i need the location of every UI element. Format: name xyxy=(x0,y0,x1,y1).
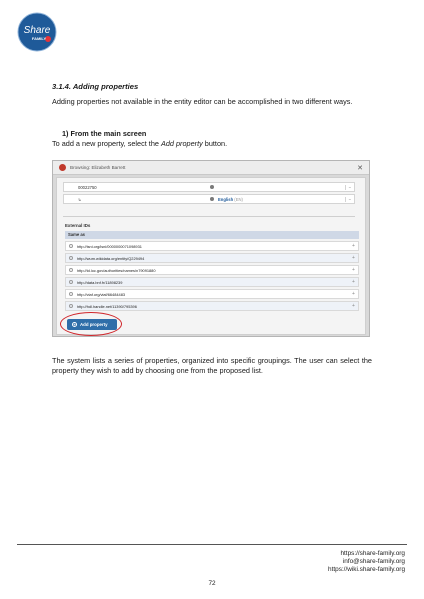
svg-text:FAMILY: FAMILY xyxy=(31,36,47,41)
footer-links xyxy=(328,550,405,575)
select-radio[interactable] xyxy=(69,268,73,272)
footer-divider xyxy=(17,544,407,545)
property-row: 00022750 − xyxy=(63,182,355,192)
footer-link[interactable]: https://wiki.share-family.org xyxy=(328,566,405,574)
remove-value-button[interactable]: − xyxy=(345,185,354,190)
closing-paragraph: The system lists a series of properties, organized into specific groupings. The user can select the property they wish to add by choosing one from the proposed list. xyxy=(52,356,372,376)
app-icon xyxy=(59,164,66,171)
list-item: http://id.loc.gov/authorities/names/n79091880 + xyxy=(65,265,359,275)
select-radio[interactable] xyxy=(69,244,73,248)
list-item: http://hdl.handle.net/11390/795396 + xyxy=(65,301,359,311)
instruction-paragraph: To add a new property, select the Add property button. xyxy=(52,139,228,148)
highlight-ring xyxy=(60,312,122,336)
footer-link[interactable]: https://share-family.org xyxy=(340,550,405,557)
plus-icon: + xyxy=(73,322,76,327)
list-item: http://viaf.org/viaf/66484483 + xyxy=(65,289,359,299)
editor-panel xyxy=(56,177,366,335)
list-item: http://isni.org/isni/0000000071098931 + xyxy=(65,241,359,251)
language-value: English xyxy=(218,196,234,202)
instruction-button-ref: Add property xyxy=(160,139,203,148)
property-row: ↳ English (EN) − xyxy=(63,194,355,204)
add-value-button[interactable]: + xyxy=(352,255,355,261)
page-number: 72 xyxy=(208,580,216,587)
intro-paragraph: Adding properties not available in the entity editor can be accomplished in two different ways. xyxy=(52,97,353,106)
drag-handle-icon[interactable] xyxy=(210,197,214,201)
add-value-button[interactable]: + xyxy=(352,303,355,309)
divider xyxy=(63,216,355,217)
add-value-button[interactable]: + xyxy=(352,243,355,249)
window-title: Browsing: Elizabeth Barrett xyxy=(70,165,126,170)
window-titlebar xyxy=(53,161,369,175)
list-item: http://wum.wikidata.org/entity/Q229494 + xyxy=(65,253,359,263)
subheading: 1) From the main screen xyxy=(62,129,147,138)
add-value-button[interactable]: + xyxy=(352,279,355,285)
same-as-header: Same as xyxy=(65,231,359,239)
select-radio[interactable] xyxy=(69,256,73,260)
select-radio[interactable] xyxy=(69,292,73,296)
app-screenshot xyxy=(52,160,370,337)
svg-text:Share: Share xyxy=(23,25,51,36)
remove-value-button[interactable]: − xyxy=(345,197,354,202)
section-title: 3.1.4. Adding properties xyxy=(52,82,139,91)
add-property-button[interactable]: + Add property xyxy=(67,319,117,330)
drag-handle-icon[interactable] xyxy=(210,185,214,189)
select-radio[interactable] xyxy=(69,304,73,308)
select-radio[interactable] xyxy=(69,280,73,284)
add-value-button[interactable]: + xyxy=(352,267,355,273)
close-icon[interactable]: ✕ xyxy=(357,164,363,172)
list-item: http://data.bnf.fr/11898239 + xyxy=(65,277,359,287)
add-value-button[interactable]: + xyxy=(352,291,355,297)
share-family-logo xyxy=(17,12,57,52)
footer-email[interactable]: info@share-family.org xyxy=(342,558,405,566)
external-ids-label: External IDs xyxy=(65,223,91,228)
